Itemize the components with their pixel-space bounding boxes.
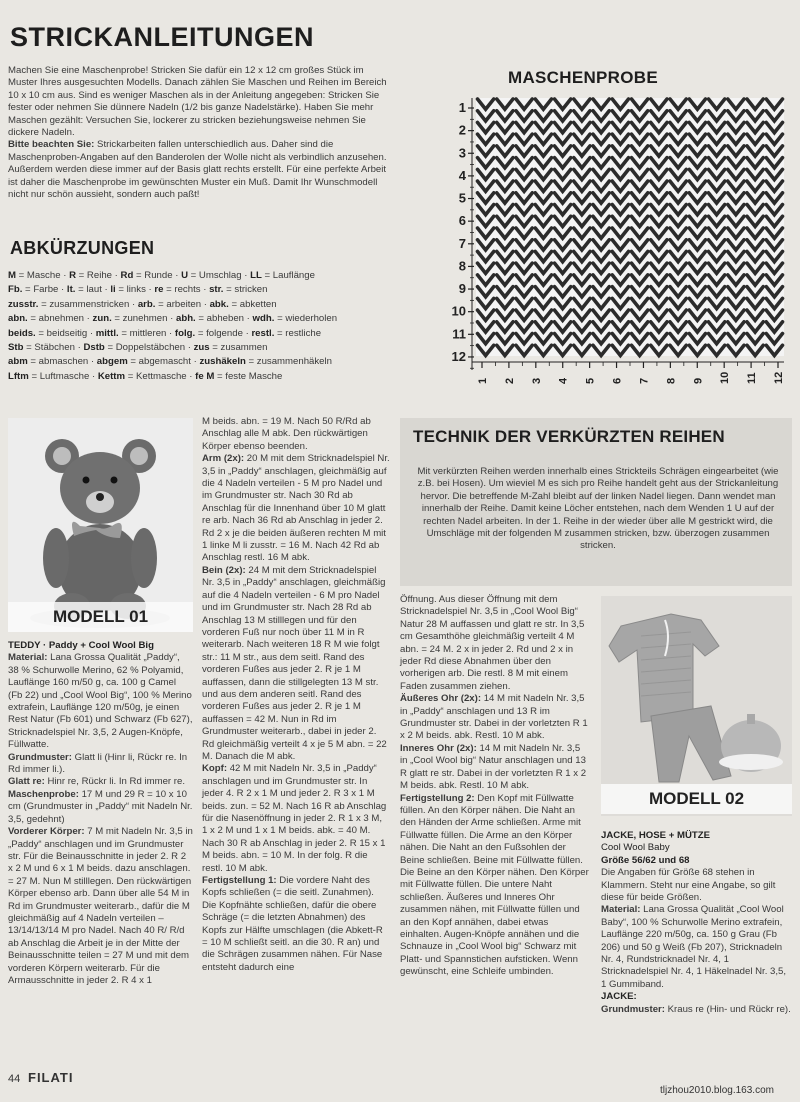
- teddy-maschenprobe: [8, 789, 193, 826]
- ruler-label-horizontal: 11: [746, 372, 759, 384]
- abbrev-term: arb.: [137, 298, 156, 310]
- baby-material: [601, 904, 792, 991]
- baby-yarn: Cool Wool Baby: [601, 842, 670, 854]
- ruler-label-horizontal: 4: [557, 377, 570, 384]
- label: Glatt re:: [8, 776, 45, 788]
- label: Kopf:: [202, 763, 228, 775]
- teddy-kopf: [202, 763, 390, 875]
- page-number: 44: [8, 1073, 21, 1085]
- text: Die vordere Naht des Kopfs schließen (= die seitl. Zunahmen). Die Kopfnähte schließen, dafür die obere Schräge (= die letzten Abnahmen) des Kopfs zur Hälfte umschlagen (die Abkett-R = 10 M schließt seitl. an die 30. R an) und die Schrägen zusammen nähen. Für Nase entsteht dadurch eine: [202, 875, 383, 973]
- abbrev-term: M: [8, 270, 16, 281]
- ruler-label-horizontal: 7: [638, 377, 651, 384]
- text: 14 M mit Nadeln Nr. 3,5 in „Cool Wool big“ Natur anschlagen und 13 R glatt re str. Dabei in der vorletzten R 1 x 2 M beids. abk. Restl. 10 M abk.: [400, 742, 587, 792]
- abbrev-meaning: = mittleren ·: [118, 327, 175, 339]
- abbrev-line: [8, 327, 393, 341]
- abbrev-line: [8, 355, 393, 369]
- abbrev-meaning: = stricken: [223, 284, 268, 296]
- abbrev-line: [8, 370, 393, 384]
- teddy-instructions-col1: [8, 640, 193, 987]
- ruler-label-vertical: 7: [458, 235, 466, 251]
- ruler-label-vertical: 12: [451, 348, 466, 364]
- abbrev-meaning: = abnehmen ·: [27, 313, 93, 325]
- text: 17 M und 29 R = 10 x 10 cm (Grundmuster in „Paddy“ mit Nadeln Nr. 3,5, gedehnt): [8, 788, 193, 825]
- text: Den Kopf mit Füllwatte füllen. An den Körper nähen. Die Naht an den Händen der Arme schließen. Arme mit Füllwatte füllen. Die Arme an den Körper nähen. Die Naht an den Fußsohlen der Beine schließen. Beine mit Füllwatte füllen. Die Beine an den Körper nähen. Den Körper mit Füllwatte füllen. Die untere Naht schließen. Äußeres und Inneres Ohr zusammen nähen, mit Füllwatte füllen und an den Kopf annähen, dabei etwas einhalten. Augen-Knöpfe annähen und die Schnauze in „Cool Wool big“ Schwarz mit Platt- und Spannstichen aufsticken. Wenn gewünscht, eine Schleife umbinden.: [400, 792, 589, 978]
- label: Fertigstellung 2:: [400, 792, 475, 804]
- abbrev-term: R: [69, 270, 76, 281]
- abbrev-line: [8, 283, 393, 297]
- abbrev-term: zus: [193, 342, 210, 354]
- label: Material:: [601, 904, 641, 916]
- maschenprobe-title: MASCHENPROBE: [508, 68, 659, 87]
- abbrev-meaning: = Farbe ·: [22, 284, 67, 296]
- label: Fertigstellung 1:: [202, 875, 277, 887]
- ruler-label-horizontal: 10: [719, 371, 732, 384]
- abbrev-term: restl.: [251, 327, 275, 339]
- abbrev-term: re: [154, 284, 164, 296]
- abbrev-line: [8, 269, 393, 283]
- abbrev-meaning: = zusammen: [209, 342, 268, 354]
- text: 20 M mit dem Stricknadelspiel Nr. 3,5 in „Paddy“ anschlagen, gleichmäßig auf die 4 Nadeln verteilen - 5 M pro Nadel und im Grundmuster str. Nach 30 Rd ab Anschlag für die Innenhand über 10 M glatt re arb. Nach 36 Rd ab Anschlag in jeder 2. Rd 2 x je die beiden äußeren rechten M mit 1 linke M li zusstr. = 16 M. Nach 42 Rd ab Anschlag restl. 16 M abk.: [202, 453, 390, 564]
- abbrev-term: U: [181, 270, 188, 281]
- ruler-label-horizontal: 2: [503, 377, 516, 384]
- abbrev-term: fe M: [195, 370, 215, 382]
- teddy-fertigstellung-2: [400, 793, 590, 979]
- abbrev-line: [8, 341, 393, 355]
- label: Maschenprobe:: [8, 788, 79, 800]
- abbrev-meaning: = beidseitig ·: [35, 327, 96, 339]
- ruler-label-vertical: 4: [458, 167, 466, 183]
- ruler-label-horizontal: 1: [477, 377, 489, 384]
- vertical-ruler: [452, 98, 474, 370]
- label: Vorderer Körper:: [8, 826, 85, 838]
- label: Arm (2x):: [202, 453, 245, 465]
- abbrev-term: beids.: [8, 327, 36, 339]
- abbrev-meaning: = Doppelstäbchen ·: [104, 342, 194, 354]
- abbrev-meaning: = zunehmen ·: [111, 313, 176, 325]
- baby-size: Größe 56/62 und 68: [601, 854, 690, 866]
- text: Glatt li (Hinr li, Rückr re. In Rd immer li.).: [8, 751, 188, 776]
- abbrev-meaning: = wiederholen: [274, 313, 338, 325]
- swatch-graphic: [418, 96, 790, 390]
- magazine-logo: FILATI: [28, 1070, 74, 1085]
- teddy-grundmuster: [8, 752, 193, 777]
- abbrev-meaning: = abketten: [228, 298, 277, 310]
- text: Lana Grossa Qualität „Paddy“, 38 % Schurwolle Merino, 62 % Polyamid, Lauflänge 160 m/50 g, ca. 100 g Camel (Fb 22) und „Cool Wool Big“, 100 % Merino extrafein, Lauflänge 120 m/50g, je einen Rest Natur (Fb 601) und Schwarz (Fb 627), Stricknadelspiel Nr. 3,5, 2 Augen-Knöpfe, Füllwatte.: [8, 652, 193, 751]
- col2-continuation: M beids. abn. = 19 M. Nach 50 R/Rd ab Anschlag alle M abk. Den rückwärtigen Körper ebenso beenden.: [202, 416, 371, 452]
- label: Grundmuster:: [601, 1003, 665, 1015]
- teddy-arm: [202, 453, 390, 565]
- modell-01-label: MODELL 01: [8, 602, 193, 632]
- abbrev-term: zusstr.: [8, 298, 39, 310]
- abbrev-meaning: = zusammenstricken ·: [38, 298, 138, 310]
- abbrev-meaning: = laut ·: [75, 284, 111, 296]
- abbrev-term: abn.: [8, 313, 28, 325]
- abbrev-term: str.: [209, 284, 224, 296]
- abbrev-term: Stb: [8, 342, 24, 354]
- ruler-label-horizontal: 6: [611, 377, 624, 384]
- label: Inneres Ohr (2x):: [400, 742, 477, 754]
- modell-02-label: MODELL 02: [601, 784, 792, 814]
- technik-title: TECHNIK DER VERKÜRZTEN REIHEN: [413, 427, 725, 446]
- intro-paragraph-1: Machen Sie eine Maschenprobe! Stricken Sie dafür ein 12 x 12 cm großes Stück im Muster Ihres ausgesuchten Modells. Danach zählen Sie Maschen und Reihen im Bereich 10 x 10 cm aus. Sind es weniger Maschen als in der Anleitung angegeben: Stricken Sie fester oder nehmen Sie dünnere Nadeln (1/2 bis ganze Nadelstärke). Haben Sie mehr Maschen gezählt: Versuchen Sie, lockerer zu stricken beziehungsweise nehmen Sie dickere Nadeln.: [8, 65, 387, 139]
- abbrev-term: lt.: [66, 284, 76, 296]
- ruler-label-horizontal: 9: [692, 377, 705, 384]
- baby-heading: JACKE, HOSE + MÜTZE: [601, 830, 711, 841]
- ruler-label-horizontal: 3: [530, 377, 543, 384]
- text: 42 M mit Nadeln Nr. 3,5 in „Paddy“ anschlagen und im Grundmuster str. In jeder 4. R 2 x 1 M und jeder 2. R 3 x 1 M beids. zun. = 52 M. Nach 16 R ab Anschlag für die Nasenöffnung in jeder 2. R 1 x 3 M, 1 x 2 M und 1 x 1 M beids. abk. = 40 M. Nach 30 R ab Anschlag in jeder 2. R 15 x 1 M beids. abn. = 10 M. In der folg. R die restl. 10 M abk.: [202, 763, 387, 874]
- abbrev-term: folg.: [174, 327, 196, 339]
- horizontal-ruler: [472, 362, 785, 384]
- abbrev-term: zun.: [92, 313, 112, 325]
- technik-text: Mit verkürzten Reihen werden innerhalb eines Strickteils Schrägen eingearbeitet (wie z.B. bei Hosen). Um wieviel M es sich pro Reihe handelt geht aus der Strickanleitung hervor. Die betreffende M-Zahl bleibt auf der linken Nadel liegen. Dann wendet man innerhalb der Reihe. Damit keine Löcher entstehen, nach dem Wenden 1 U auf der rechten Nadel arbeiten. In der 1. Reihe in der wieder über alle M gestrickt wird, die Umschläge mit der folgenden M zusammen stricken, bzw. überzogen zusammen stricken.: [417, 466, 779, 552]
- text: 24 M mit dem Stricknadelspiel Nr. 3,5 in „Paddy“ anschlagen, gleichmäßig auf die 4 Nadeln verteilen - 6 M pro Nadel und im Grundmuster str. Nach 28 Rd ab Anschlag 13 M stilllegen und für den vorderen Fuß nur noch über 11 M in R weiterarb. Nach weiteren 18 R M wie folgt str.: 11 M str., aus dem seitl. Rand des vorderen Fußes aus jeder 2. R je 1 M auffassen, dann die stillgelegten 13 M str. und aus dem anderen seitl. Rand des vorderen Fußes aus jeder 2. R je 1 M auffassen = 42 M. Nun in Rd im Grundmuster weiterarb., dabei in jeder 2. Rd gleichmäßig verteilt 4 x je 5 M abn. = 22 M. Danach die M abk.: [202, 564, 387, 762]
- abbrev-meaning: = Masche ·: [16, 270, 70, 281]
- ruler-label-vertical: 9: [458, 281, 466, 297]
- abbrev-meaning: = abmaschen ·: [27, 356, 97, 368]
- baby-grundmuster: [601, 1004, 792, 1016]
- teddy-bear-icon: [8, 418, 193, 632]
- abbrev-term: zushäkeln: [199, 356, 246, 368]
- abbrev-term: abh.: [176, 313, 196, 325]
- abbrev-meaning: = Reihe ·: [76, 270, 121, 281]
- ruler-label-vertical: 3: [458, 145, 466, 161]
- abbrev-meaning: = Luftmasche ·: [28, 370, 98, 382]
- baby-instructions: [601, 830, 792, 1016]
- teddy-material: [8, 652, 193, 751]
- abbrev-meaning: = links ·: [115, 284, 155, 296]
- abbrev-line: [8, 298, 393, 312]
- abbrev-term: wdh.: [252, 313, 275, 325]
- text: 14 M mit Nadeln Nr. 3,5 in „Paddy“ anschlagen und 13 R im Grundmuster str. Dabei in der vorletzten R 1 x 2 M beids. abk. Restl. 10 M abk.: [400, 693, 588, 742]
- ruler-label-vertical: 2: [458, 122, 466, 138]
- ruler-label-vertical: 10: [451, 303, 466, 319]
- abbrev-meaning: = Runde ·: [133, 270, 182, 281]
- teddy-instructions-col2: [202, 416, 390, 974]
- ruler-label-horizontal: 8: [665, 377, 678, 384]
- abbrev-meaning: = feste Masche: [214, 370, 283, 382]
- text: Lana Grossa Qualität „Cool Wool Baby“, 100 % Schurwolle Merino extrafein, Lauflänge 220 m/50g, ca. 150 g Grau (Fb 206) und 50 g Weiß (Fb 207), Stricknadeln Nr. 4, Rundstricknadel Nr. 4, 1 Stricknadelspiel Nr. 4, 1 Häkelnadel Nr. 3,5, 1 Gummiband.: [601, 904, 787, 990]
- ruler-label-horizontal: 12: [773, 371, 785, 384]
- abbrev-meaning: = Stäbchen ·: [23, 342, 84, 354]
- abbrev-meaning: = folgende ·: [195, 327, 252, 339]
- teddy-fertigstellung-1: [202, 875, 390, 974]
- intro-text: [8, 65, 393, 201]
- abbrev-term: Dstb: [83, 342, 105, 354]
- watermark: tljzhou2010.blog.163.com: [660, 1085, 774, 1096]
- teddy-photo: [8, 418, 193, 632]
- maschenprobe-swatch: [418, 96, 790, 390]
- ruler-label-vertical: 5: [458, 190, 466, 206]
- teddy-inneres-ohr: [400, 743, 590, 793]
- abbrev-meaning: = Lauflänge: [261, 270, 315, 281]
- text: Kraus re (Hin- und Rückr re).: [664, 1003, 791, 1015]
- ruler-label-vertical: 1: [458, 100, 466, 115]
- abbrev-meaning: = abgemascht ·: [127, 356, 200, 368]
- abbrev-term: abgem: [96, 356, 128, 368]
- baby-info: Die Angaben für Größe 68 stehen in Klammern. Steht nur eine Angabe, so gilt diese für beide Größen.: [601, 867, 776, 904]
- abbrev-meaning: = rechts ·: [163, 284, 210, 296]
- abbrev-term: li: [110, 284, 116, 296]
- abbrev-term: abm: [8, 356, 28, 368]
- intro-paragraph-2: [8, 139, 393, 201]
- text: 7 M mit Nadeln Nr. 3,5 in „Paddy“ anschlagen und im Grundmuster str. Für die Beinausschnitte in jeder 2. R 2 x 2 M und 6 x 1 M beids. dazu anschlagen. = 27 M. Nun M stilllegen. Den rückwärtigen Körper ebenso arb. Dann über alle 54 M in Rd im Grundmuster weiterarb., dafür die M gleichmäßig auf 4 Nadeln verteilen – 13/14/13/14 M pro Nadel. Nach 40 R/ R/d ab Anschlag die Arbeit je in der Mitte der Beinausschnitte teilen = 27 M und mit dem vorderen Körpern weiterarb. Für die Armausschnitte in jeder 2. R 4 x 1: [8, 826, 193, 986]
- abbrev-line: [8, 312, 393, 326]
- label: Bein (2x):: [202, 564, 246, 576]
- baby-jacke-heading: JACKE:: [601, 991, 637, 1003]
- ruler-label-horizontal: 5: [584, 377, 597, 384]
- label: Material:: [8, 652, 48, 664]
- abbrev-term: Fb.: [8, 284, 23, 296]
- abbreviations-list: [8, 269, 393, 384]
- intro-note-text: Strickarbeiten fallen unterschiedlich aus. Daher sind die Maschenproben-Angaben auf den Banderolen der Wolle nicht als verbindlich anzusehen. Außerdem werden diese immer auf der Basis glatt rechts erstellt. Für eine perfekte Arbeit ist daher die Maschenprobe im gewünschten Muster ein Muß. Damit Ihr Wunschmodell nicht nur schön aussieht, sondern auch paßt!: [8, 139, 387, 201]
- page-title: STRICKANLEITUNGEN: [10, 22, 314, 52]
- ruler-label-vertical: 6: [458, 213, 466, 229]
- abbreviations-title: ABKÜRZUNGEN: [10, 238, 155, 258]
- abbrev-meaning: = restliche: [274, 327, 322, 339]
- ruler-label-vertical: 11: [452, 326, 466, 342]
- teddy-heading: TEDDY · Paddy + Cool Wool Big: [8, 640, 154, 651]
- abbrev-term: Kettm: [97, 370, 126, 382]
- teddy-glatt-re: [8, 776, 193, 788]
- abbrev-meaning: = Umschlag ·: [188, 270, 251, 281]
- col3-continuation: Öffnung. Aus dieser Öffnung mit dem Stricknadelspiel Nr. 3,5 in „Cool Wool Big“ Natur 28 M auffassen und glatt re str. In 3,5 cm Gesamthöhe gleichmäßig verteilt 4 M abn. = 24 M. 2 x in jeder 2. Rd und 2 x in jeder Rd diese Abnahmen über den vorherigen arb. Die restl. 8 M mit einem Faden zusammen ziehen.: [400, 594, 585, 692]
- abbrev-term: mittl.: [95, 327, 119, 339]
- text: Hinr re, Rückr li. In Rd immer re.: [44, 776, 185, 788]
- abbrev-meaning: = abheben ·: [195, 313, 253, 325]
- abbrev-term: abk.: [209, 298, 229, 310]
- teddy-aeusseres-ohr: [400, 693, 590, 743]
- teddy-bein: [202, 565, 390, 764]
- ruler-label-vertical: 8: [458, 258, 466, 274]
- abbrev-term: LL: [250, 270, 262, 281]
- abbrev-term: Lftm: [8, 370, 29, 382]
- teddy-vorderer-koerper: [8, 826, 193, 987]
- teddy-instructions-col3: [400, 594, 590, 979]
- abbrev-meaning: = Kettmasche ·: [125, 370, 196, 382]
- baby-set-photo: [601, 596, 792, 816]
- baby-clothes-icon: [601, 596, 792, 816]
- intro-note-label: Bitte beachten Sie:: [8, 139, 95, 151]
- label: Grundmuster:: [8, 751, 72, 763]
- abbrev-meaning: = zusammenhäkeln: [245, 356, 332, 368]
- label: Äußeres Ohr (2x):: [400, 693, 482, 705]
- abbrev-meaning: = arbeiten ·: [155, 298, 210, 310]
- abbrev-term: Rd: [120, 270, 134, 281]
